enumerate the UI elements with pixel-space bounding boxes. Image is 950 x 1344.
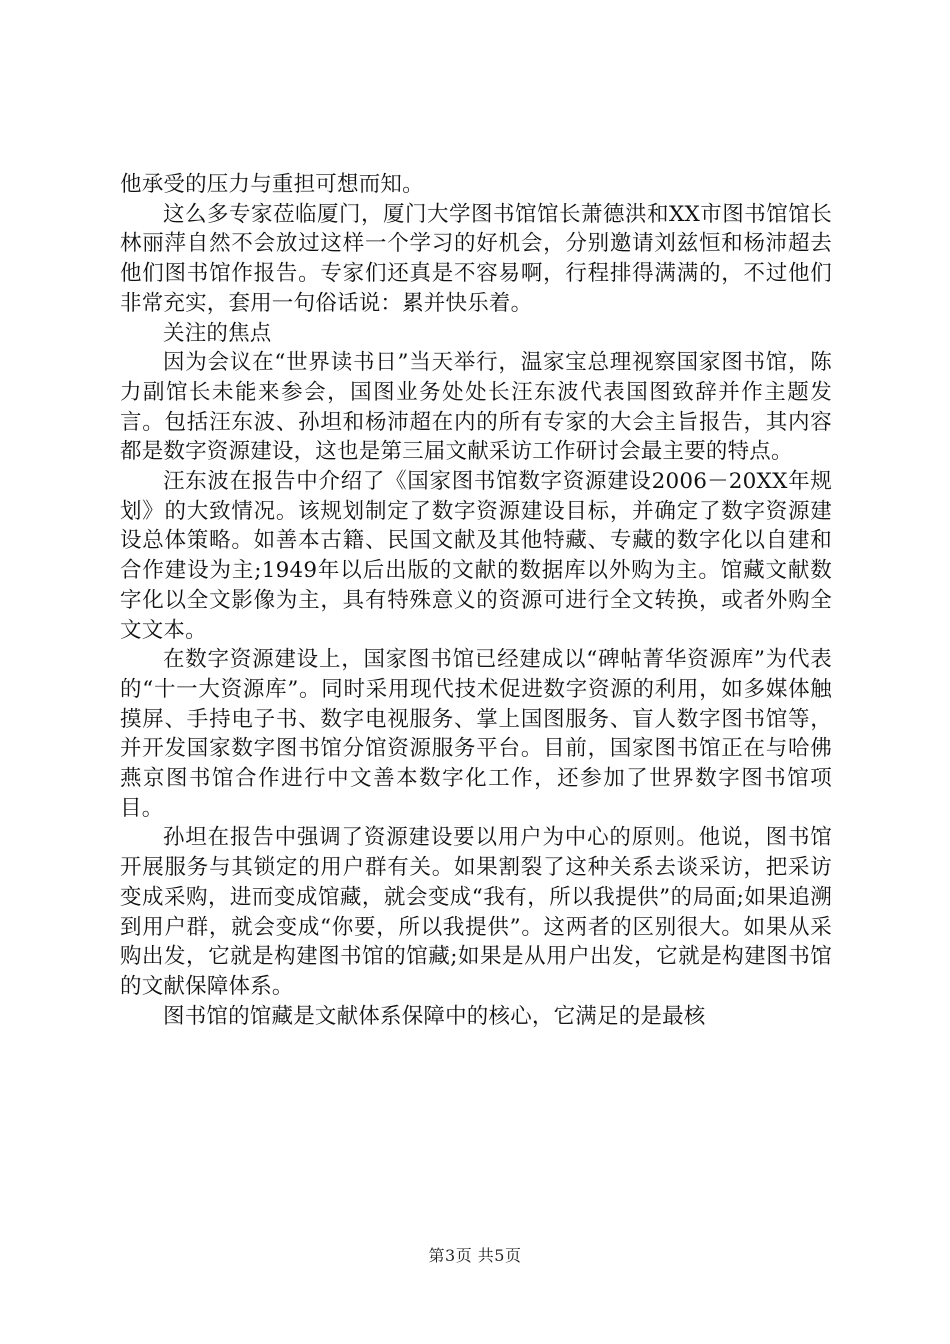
paragraph-1: 他承受的压力与重担可想而知。 — [120, 172, 424, 197]
paragraph-3: 因为会议在“世界读书日”当天举行，温家宝总理视察国家图书馆，陈力副馆长未能来参会，国图业务处处长汪东波代表国图致辞并作主题发言。包括汪东波、孙坦和杨沛超在内的所有专家的大会主旨报告，其内容都是数字资源建设，这也是第三届文献采访工作研讨会最主要的特点。 — [120, 350, 832, 465]
paragraph-2: 这么多专家莅临厦门，厦门大学图书馆馆长萧德洪和XX市图书馆馆长林丽萍自然不会放过这样一个学习的好机会，分别邀请刘兹恒和杨沛超去他们图书馆作报告。专家们还真是不容易啊，行程排得满满的，不过他们非常充实，套用一句俗话说：累并快乐着。 — [120, 201, 832, 316]
document-body — [120, 170, 832, 1031]
page-number-footer: 第3页 共5页 — [428, 1246, 522, 1265]
paragraph-7: 图书馆的馆藏是文献体系保障中的核心，它满足的是最核 — [163, 1003, 706, 1029]
paragraph-4: 汪东波在报告中介绍了《国家图书馆数字资源建设2006－20XX年规划》的大致情况。该规划制定了数字资源建设目标，并确定了数字资源建设总体策略。如善本古籍、民国文献及其他特藏、专藏的数字化以自建和合作建设为主;1949年以后出版的文献的数据库以外购为主。馆藏文献数字化以全文影像为主，具有特殊意义的资源可进行全文转换，或者外购全文文本。 — [120, 469, 832, 643]
section-heading: 关注的焦点 — [163, 320, 272, 346]
paragraph-6: 孙坦在报告中强调了资源建设要以用户为中心的原则。他说，图书馆开展服务与其锁定的用户群有关。如果割裂了这种关系去谈采访，把采访变成采购，进而变成馆藏，就会变成“我有，所以我提供”的局面;如果追溯到用户群，就会变成“你要，所以我提供”。这两者的区别很大。如果从采购出发，它就是构建图书馆的馆藏;如果是从用户出发，它就是构建图书馆的文献保障体系。 — [120, 825, 832, 999]
paragraph-5: 在数字资源建设上，国家图书馆已经建成以“碑帖菁华资源库”为代表的“十一大资源库”。同时采用现代技术促进数字资源的利用，如多媒体触摸屏、手持电子书、数字电视服务、掌上国图服务、盲人数字图书馆等，并开发国家数字图书馆分馆资源服务平台。目前，国家图书馆正在与哈佛燕京图书馆合作进行中文善本数字化工作，还参加了世界数字图书馆项目。 — [120, 647, 832, 821]
